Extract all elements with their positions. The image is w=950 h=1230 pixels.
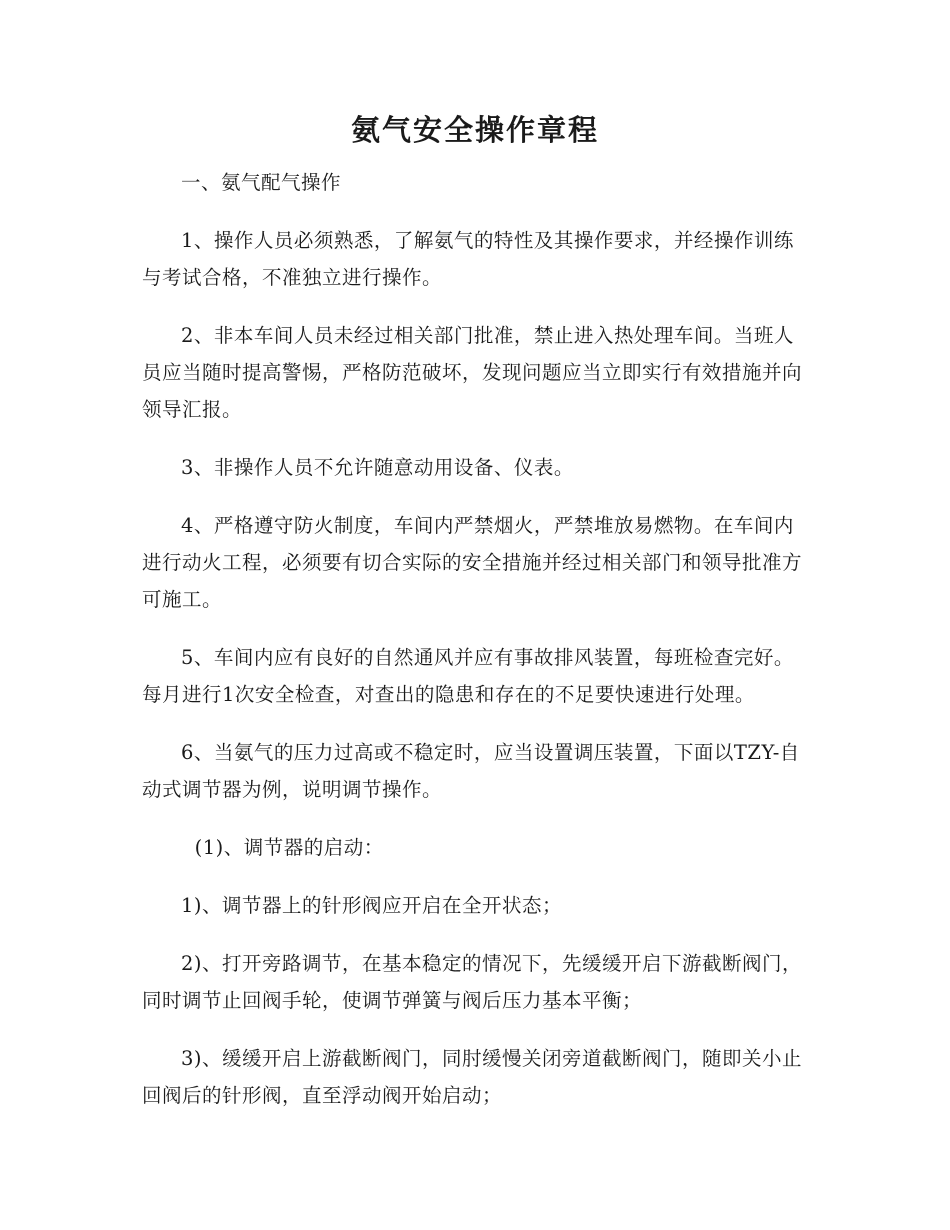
paragraph: 3)、缓缓开启上游截断阀门，同肘缓慢关闭旁道截断阀门，随即关小止回阀后的针形阀，直至浮动阀开始启动； xyxy=(142,1047,803,1107)
paragraph: 5、车间内应有良好的自然通风并应有事故排风装置，每班检查完好。每月进行1次安全检查，对查出的隐患和存在的不足要快速进行处理。 xyxy=(142,646,794,706)
paragraph: 1)、调节器上的针形阀应开启在全开状态； xyxy=(181,894,563,917)
section-heading: 一、氨气配气操作 xyxy=(181,171,342,194)
paragraph: 1、操作人员必须熟悉，了解氨气的特性及其操作要求，并经操作训练与考试合格，不准独立进行操作。 xyxy=(142,229,794,289)
subsection-heading: (1)、调节器的启动： xyxy=(194,836,384,859)
paragraph: 4、严格遵守防火制度，车间内严禁烟火，严禁堆放易燃物。在车间内进行动火工程，必须要有切合实际的安全措施并经过相关部门和领导批准方可施工。 xyxy=(142,514,803,611)
document-title: 氨气安全操作章程 xyxy=(350,113,599,147)
paragraph: 2、非本车间人员未经过相关部门批准，禁止进入热处理车间。当班人员应当随时提高警惕，严格防范破坏，发现问题应当立即实行有效措施并向领导汇报。 xyxy=(142,324,803,421)
paragraph: 2)、打开旁路调节，在基本稳定的情况下，先缓缓开启下游截断阀门，同时调节止回阀手轮，使调节弹簧与阀后压力基本平衡； xyxy=(142,952,803,1012)
paragraph: 6、当氨气的压力过高或不稳定时，应当设置调压装置，下面以TZY-自动式调节器为例，说明调节操作。 xyxy=(142,741,800,801)
paragraph: 3、非操作人员不允许随意动用设备、仪表。 xyxy=(181,456,574,479)
document-body xyxy=(142,164,808,1135)
